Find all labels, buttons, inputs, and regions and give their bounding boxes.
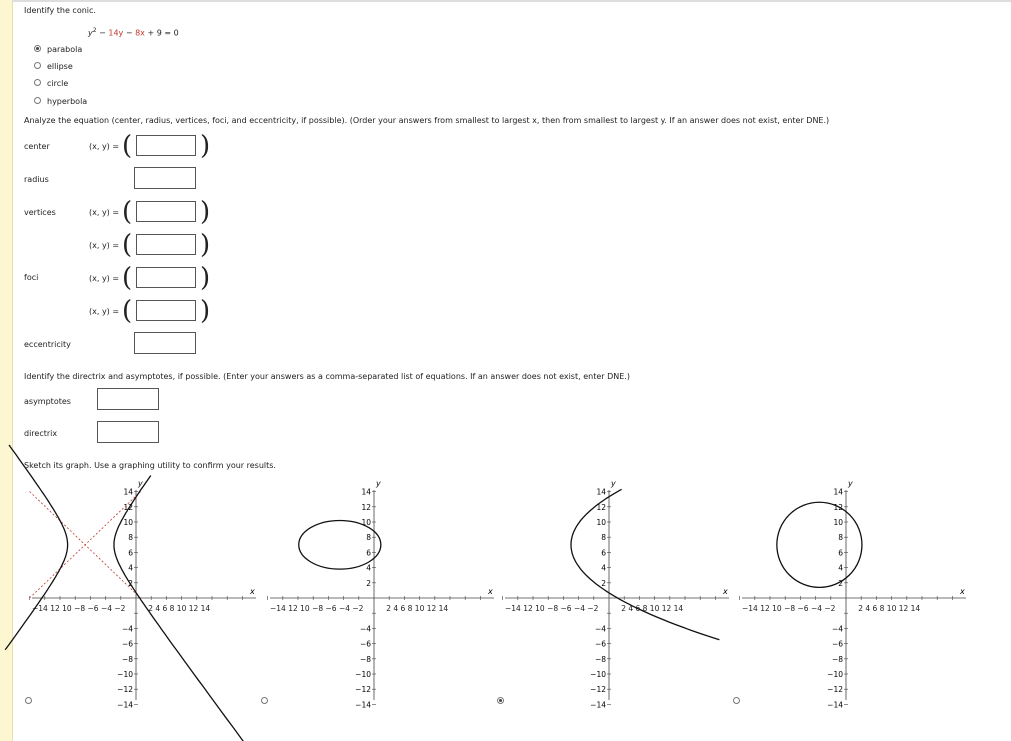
y-tick-label: −10 xyxy=(355,670,371,679)
y-tick-label: 4 xyxy=(838,563,843,573)
y-tick-label: 12 xyxy=(596,502,606,512)
y-tick-label: −14 xyxy=(355,700,371,710)
asymptotes-label: asymptotes xyxy=(24,397,71,406)
graph-option-4[interactable] xyxy=(734,478,970,710)
equation-term2: 8x xyxy=(135,28,145,38)
vertex1-xy-label: (x, y) = xyxy=(89,208,120,217)
conic-equation xyxy=(88,27,179,38)
y-tick-label: 8 xyxy=(838,533,843,543)
y-tick-label: 14 xyxy=(123,487,133,497)
y-tick-label: 8 xyxy=(128,533,133,543)
radius-label: radius xyxy=(24,175,49,184)
equation-op2: − xyxy=(123,28,136,38)
graph-option-1[interactable] xyxy=(24,478,260,710)
circle-curve xyxy=(777,502,862,587)
y-tick-label: −6 xyxy=(359,639,371,649)
y-tick-label: −6 xyxy=(831,639,843,649)
y-tick-label: 10 xyxy=(361,518,371,527)
y-tick-label: 12 xyxy=(361,502,371,512)
equation-exponent: 2 xyxy=(92,27,97,34)
foci-label: foci xyxy=(24,273,39,282)
parabola-curve xyxy=(571,489,719,640)
y-tick-label: −12 xyxy=(117,685,133,695)
x-axis-label: x xyxy=(960,587,965,596)
directrix-label: directrix xyxy=(24,429,58,438)
y-tick-label: 8 xyxy=(601,533,606,543)
sketch-instructions: Sketch its graph. Use a graphing utility to confirm your results. xyxy=(24,461,276,470)
y-tick-label: 4 xyxy=(601,563,606,573)
vertex2-input[interactable] xyxy=(136,234,196,255)
center-input[interactable] xyxy=(136,135,196,156)
graph-option-3[interactable] xyxy=(497,478,733,710)
vertex2-close-paren: ) xyxy=(200,230,211,260)
x-axis-label: x xyxy=(250,587,255,596)
y-tick-label: −14 xyxy=(590,700,606,710)
focus1-open-paren: ( xyxy=(122,263,133,293)
y-tick-label: −8 xyxy=(594,654,606,664)
vertex1-close-paren: ) xyxy=(200,197,211,227)
radio-parabola[interactable] xyxy=(34,45,41,52)
option-ellipse-label: ellipse xyxy=(47,62,73,71)
y-tick-label: 2 xyxy=(366,578,371,588)
focus2-open-paren: ( xyxy=(122,296,133,326)
y-tick-label: 6 xyxy=(601,548,606,558)
focus2-input[interactable] xyxy=(136,300,196,321)
question-prompt: Identify the conic. xyxy=(24,6,96,15)
y-axis-label: y xyxy=(138,479,143,488)
focus1-xy-label: (x, y) = xyxy=(89,274,120,283)
graph-radio-2[interactable] xyxy=(261,697,268,704)
asymptote-line xyxy=(30,492,141,598)
vertex2-xy-label: (x, y) = xyxy=(89,241,120,250)
focus2-close-paren: ) xyxy=(200,296,211,326)
option-circle-label: circle xyxy=(47,79,69,88)
x-tick-labels-pos: 2 4 6 8 10 12 14 xyxy=(858,604,921,613)
x-tick-labels-neg: −14 12 10 −8 −6 −4 −2 xyxy=(742,604,836,613)
x-tick-labels-neg: −14 12 10 −8 −6 −4 −2 xyxy=(270,604,364,613)
y-tick-label: 8 xyxy=(366,533,371,543)
x-tick-labels-pos: 2 4 6 8 10 12 14 xyxy=(621,604,684,613)
center-xy-label: (x, y) = xyxy=(89,142,120,151)
y-tick-label: −14 xyxy=(827,700,843,710)
y-tick-label: −4 xyxy=(121,624,133,634)
graph-radio-1[interactable] xyxy=(25,697,32,704)
option-parabola-label: parabola xyxy=(47,45,83,54)
y-tick-label: 6 xyxy=(128,548,133,558)
hyperbola-left-branch xyxy=(5,445,67,650)
vertex1-open-paren: ( xyxy=(122,197,133,227)
eccentricity-input[interactable] xyxy=(134,332,196,354)
focus2-xy-label: (x, y) = xyxy=(89,307,120,316)
vertex1-input[interactable] xyxy=(136,201,196,222)
y-tick-label: −14 xyxy=(117,700,133,710)
asymptotes-input[interactable] xyxy=(97,388,159,410)
focus1-input[interactable] xyxy=(136,267,196,288)
top-divider xyxy=(12,0,1011,2)
radio-circle[interactable] xyxy=(34,79,41,86)
y-tick-label: 12 xyxy=(833,502,843,512)
ellipse-curve xyxy=(299,520,381,569)
vertices-label: vertices xyxy=(24,208,56,217)
radius-input[interactable] xyxy=(134,167,196,189)
y-tick-label: −6 xyxy=(121,639,133,649)
y-tick-label: −8 xyxy=(359,654,371,664)
analyze-instructions: Analyze the equation (center, radius, vertices, foci, and eccentricity, if possible). (Order your answers from smallest to largest x, then from smallest to largest y. If an answer does not exist, enter DNE.) xyxy=(24,116,830,125)
y-tick-label: 6 xyxy=(838,548,843,558)
y-tick-label: −10 xyxy=(117,670,133,679)
y-tick-label: −10 xyxy=(590,670,606,679)
y-tick-label: 4 xyxy=(128,563,133,573)
equation-end: + 9 = 0 xyxy=(144,28,179,38)
y-tick-label: −4 xyxy=(831,624,843,634)
y-tick-label: 2 xyxy=(838,578,843,588)
y-axis-label: y xyxy=(848,479,853,488)
center-close-paren: ) xyxy=(200,131,211,161)
directrix-instructions: Identify the directrix and asymptotes, if possible. (Enter your answers as a comma-separated list of equations. If an answer does not exist, enter DNE.) xyxy=(24,372,630,381)
y-axis-label: y xyxy=(376,479,381,488)
y-tick-label: 10 xyxy=(596,518,606,527)
y-tick-label: 14 xyxy=(596,487,606,497)
y-tick-label: 2 xyxy=(601,578,606,588)
y-tick-label: 14 xyxy=(833,487,843,497)
x-tick-labels-neg: −14 12 10 −8 −6 −4 −2 xyxy=(505,604,599,613)
radio-ellipse[interactable] xyxy=(34,62,41,69)
y-tick-label: 10 xyxy=(123,518,133,527)
y-tick-label: −12 xyxy=(827,685,843,695)
y-tick-label: −8 xyxy=(121,654,133,664)
x-tick-labels-pos: 2 4 6 8 10 12 14 xyxy=(386,604,449,613)
y-tick-label: 2 xyxy=(128,578,133,588)
graph-radio-3[interactable] xyxy=(497,697,504,704)
equation-y: y xyxy=(88,28,93,38)
y-tick-label: −12 xyxy=(355,685,371,695)
y-tick-label: −4 xyxy=(594,624,606,634)
y-tick-label: 12 xyxy=(123,502,133,512)
x-axis-label: x xyxy=(488,587,493,596)
y-tick-label: 6 xyxy=(366,548,371,558)
y-tick-label: 14 xyxy=(361,487,371,497)
equation-op1: − xyxy=(96,28,109,38)
center-open-paren: ( xyxy=(122,131,133,161)
y-tick-label: 4 xyxy=(366,563,371,573)
graph-radio-4[interactable] xyxy=(733,697,740,704)
vertex2-open-paren: ( xyxy=(122,230,133,260)
x-tick-labels-neg: −14 12 10 −8 −6 −4 −2 xyxy=(32,604,126,613)
radio-hyperbola[interactable] xyxy=(34,97,41,104)
center-label: center xyxy=(24,142,50,151)
y-tick-label: −4 xyxy=(359,624,371,634)
left-margin-bar xyxy=(0,0,13,741)
option-hyperbola-label: hyperbola xyxy=(47,97,88,106)
y-tick-label: −6 xyxy=(594,639,606,649)
y-tick-label: −12 xyxy=(590,685,606,695)
focus1-close-paren: ) xyxy=(200,263,211,293)
y-tick-label: −10 xyxy=(827,670,843,679)
directrix-input[interactable] xyxy=(97,421,159,443)
y-axis-label: y xyxy=(611,479,616,488)
equation-term1: 14y xyxy=(108,28,124,38)
x-axis-label: x xyxy=(723,587,728,596)
y-tick-label: −8 xyxy=(831,654,843,664)
graph-option-2[interactable] xyxy=(262,478,498,710)
eccentricity-label: eccentricity xyxy=(24,340,71,349)
y-tick-label: 10 xyxy=(833,518,843,527)
x-tick-labels-pos: 2 4 6 8 10 12 14 xyxy=(148,604,211,613)
